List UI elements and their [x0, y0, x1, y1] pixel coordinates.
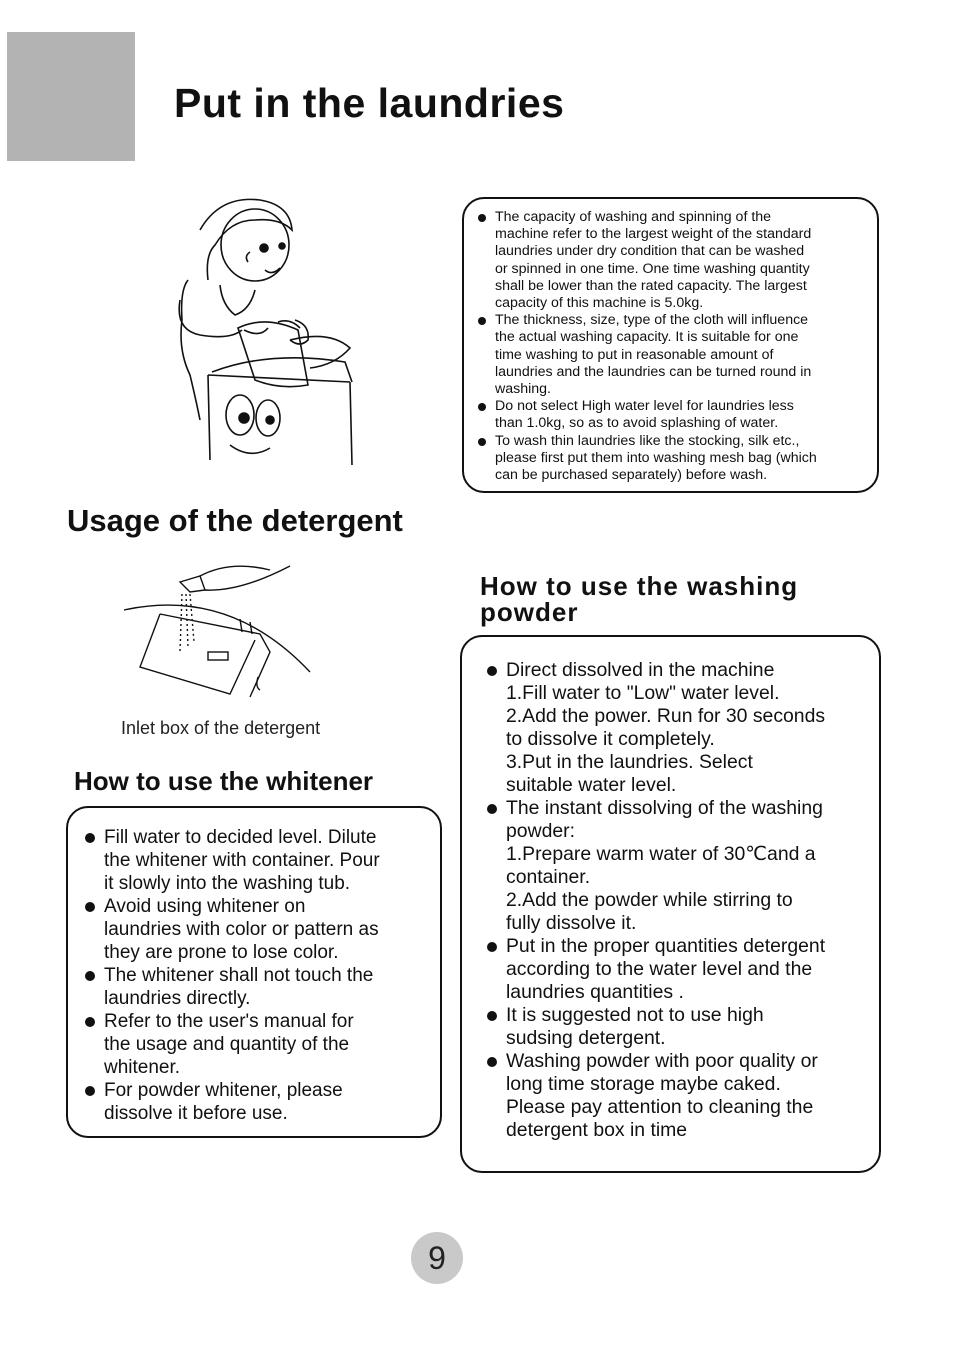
powder-item-4: It is suggested not to use high sudsing detergent.	[482, 1004, 875, 1050]
powder-box	[460, 635, 881, 1173]
powder-title-line-2: powder	[480, 597, 579, 627]
detergent-section-title: Usage of the detergent	[67, 503, 403, 538]
inlet-box-caption: Inlet box of the detergent	[121, 718, 321, 738]
header-gray-block	[7, 32, 135, 161]
powder-title	[480, 573, 798, 625]
page-number-badge: 9	[411, 1232, 463, 1284]
capacity-notes-list	[474, 209, 873, 484]
capacity-note-1: The capacity of washing and spinning of the machine refer to the largest weight of the standard laundries under dry condition that can be washed or spinned in one time. One time washing quantity shall be lower than the rated capacity. The largest capacity of this machine is 5.0kg.	[474, 209, 873, 312]
detergent-inlet-box-illustration	[120, 562, 320, 702]
whitener-item-3: The whitener shall not touch the laundries directly.	[80, 964, 434, 1010]
capacity-notes-box	[462, 197, 879, 493]
whitener-item-2: Avoid using whitener on laundries with color or pattern as they are prone to lose color.	[80, 895, 434, 964]
powder-item-3: Put in the proper quantities detergent according to the water level and the laundries quantities .	[482, 935, 875, 1004]
page-title: Put in the laundries	[174, 80, 565, 126]
powder-list	[482, 659, 875, 1142]
capacity-note-3: Do not select High water level for laundries less than 1.0kg, so as to avoid splashing of water.	[474, 398, 873, 432]
powder-title-line-1: How to use the washing	[480, 571, 799, 601]
whitener-list	[80, 826, 434, 1125]
whitener-item-4: Refer to the user's manual for the usage and quantity of the whitener.	[80, 1010, 434, 1079]
woman-loading-washer-illustration	[160, 190, 360, 470]
whitener-item-1: Fill water to decided level. Dilute the whitener with container. Pour it slowly into the washing tub.	[80, 826, 434, 895]
capacity-note-4: To wash thin laundries like the stocking, silk etc., please first put them into washing mesh bag (which can be purchased separately) before wash.	[474, 433, 873, 485]
capacity-note-2: The thickness, size, type of the cloth will influence the actual washing capacity. It is suitable for one time washing to put in reasonable amount of laundries and the laundries can be turned round in washing.	[474, 312, 873, 398]
powder-item-1: Direct dissolved in the machine 1.Fill water to "Low" water level. 2.Add the power. Run for 30 seconds to dissolve it completely. 3.Put in the laundries. Select suitable water level.	[482, 659, 875, 797]
whitener-box	[66, 806, 442, 1138]
whitener-item-5: For powder whitener, please dissolve it before use.	[80, 1079, 434, 1125]
powder-item-5: Washing powder with poor quality or long time storage maybe caked. Please pay attention to cleaning the detergent box in time	[482, 1050, 875, 1142]
whitener-title: How to use the whitener	[74, 766, 374, 796]
powder-item-2: The instant dissolving of the washing powder: 1.Prepare warm water of 30℃and a container. 2.Add the powder while stirring to fully dissolve it.	[482, 797, 875, 935]
